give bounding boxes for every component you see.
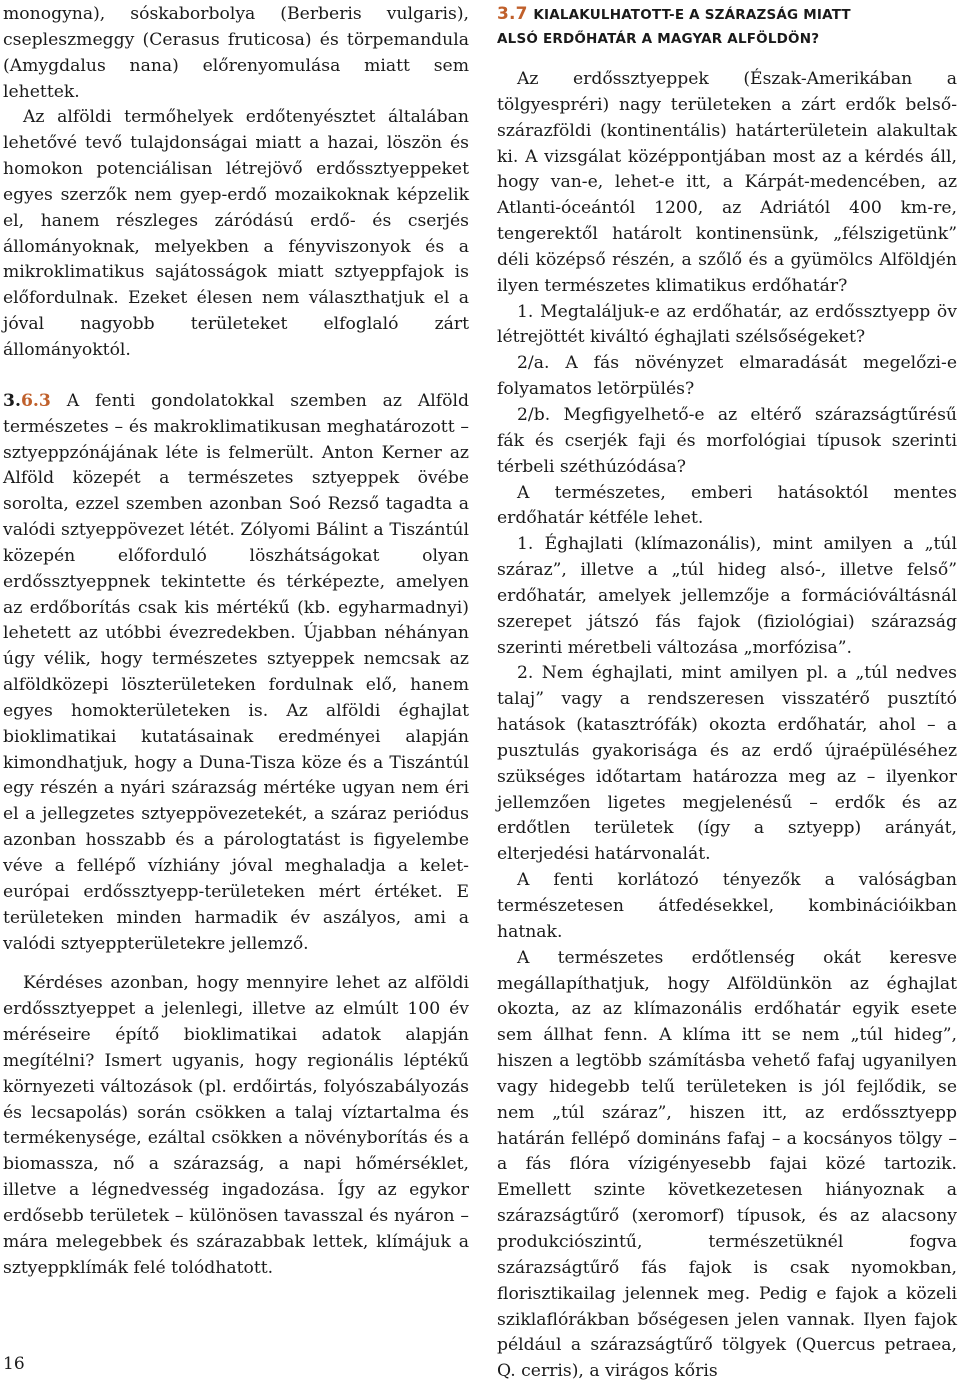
heading-line-1-text: KIALAKULHATOTT-E A SZÁRAZSÁG MIATT: [533, 7, 851, 23]
left-column: [3, 2, 469, 1282]
right-paragraph-ketfele: A természetes, emberi hatásoktól mentes erdőhatár kétféle lehet.: [497, 482, 957, 529]
left-paragraph-continuation: monogyna), sóskaborbolya (Berberis vulgaris), csepleszmeggy (Cerasus fruticosa) és törpemandula (Amygdalus nana) előrenyomulása miatt sem lehettek.: [3, 4, 469, 102]
right-paragraph-erdossztyeppek: Az erdőssztyeppek (Észak-Amerikában a tölgyespréri) nagy területeken a zárt erdők belső-szárazföldi (kontinentális) határterületein alakultak ki. A vizsgálat középpontjában most az a kérdés áll, hogy van-e, lehet-e itt, a Kárpát-medencében, az Atlanti-óceántól 1200, az Adriától 400 km-re, tengerektől határolt kontinensünk, „félszigetünk” déli középső részén, a szőlő és a gyümölcs Alföldjén ilyen természetes klimatikus erdőhatár?: [497, 69, 957, 296]
right-column: [497, 2, 957, 1385]
right-question-2b: 2/b. Megfigyelhető-e az eltérő szárazságtűrésű fák és cserjék faji és morfológiai típusok szerinti térbeli széthúzódása?: [497, 404, 957, 477]
section-3-6-3-text: A fenti gondolatokkal szemben az Alföld természetes – és makroklimatikusan meghatározott – sztyeppzónájának léte is felmerült. Anton Kerner az Alföld közepét a természetes sztyeppek övébe sorolta, ezzel szemben azonban Soó Rezső tagadta a valódi sztyeppövezet létét. Zólyomi Bálint a Tiszántúl közepén előforduló löszhátságokat olyan erdőssztyeppnek tekintette és térképezte, amelyen az erdőborítás csak kis mértékű (kb. egyharmadnyi) lehetett az utóbbi évezredekben. Újabban néhányan úgy vélik, hogy természetes sztyeppek nemcsak az alföldközepi löszterületeken fordulnak elő, hanem egyes homokterületeken is. Az alföldi éghajlat bioklimatikai kutatásainak eredményei alapján kimondhatjuk, hogy a Duna-Tisza köze és a Tiszántúl egy részén a nyári szárazság mértéke ugyan nem éri el a jellegzetes sztyeppövezetekét, a száraz periódus azonban hosszabb és a párologtatást is figyelembe véve a fellépő vízhiány jóval meghaladja a kelet-európai erdőssztyepp-területeken mért értéket. E területeken minden harmadik év aszályos, ami a valódi sztyeppterületekre jellemző.: [3, 390, 469, 954]
section-heading-3-7: [497, 2, 957, 51]
right-question-2a: 2/a. A fás növényzet elmaradását megelőzi-e folyamatos letörpülés?: [497, 353, 957, 400]
left-paragraph-kerdeses: Kérdéses azonban, hogy mennyire lehet az alföldi erdőssztyeppet a jelenlegi, illetve az elmúlt 100 év méréseire építő bioklimatikai adatok alapján megítélni? Ismert ugyanis, hogy regionális léptékű környezeti változások (pl. erdőirtás, folyószabályozás és lecsapolás) során csökken a talaj víztartalma és termékenysége, ezáltal csökken a növényborítás és a biomassza, nő a szárazság, a napi hőmérséklet, illetve a légnedvesség ingadozása. Így az egykor erdősebb területek – különösen tavasszal és nyáron – mára melegebbek és szárazabbak lettek, klímájuk a sztyeppklímák felé tolódhatott.: [3, 973, 469, 1278]
left-paragraph-erdotenyesztes: Az alföldi termőhelyek erdőtenyésztet általában lehetővé tevő tulajdonságai miatt a hazai, löszön és homokon potenciálisan létrejövő erdőssztyeppeket egyes szerzők nem gyep-erdő mozaikoknak képzelik el, hanem részleges záródású erdő- és cserjés állományoknak, melyekben a fényviszonyok és a mikroklimatikus sajátosságok miatt sztyeppfajok is előfordulnak. Ezeket élesen nem választhatjuk el a jóval nagyobb területeket elfoglaló zárt állományoktól.: [3, 107, 469, 360]
right-item-2-nem-eghajlati: 2. Nem éghajlati, mint amilyen pl. a „túl nedves talaj” vagy a rendszeresen visszatérő pusztító hatások (katasztrófák) okozta erdőhatár, ahol – a pusztulás gyakorisága és az erdő újraépüléséhez szükséges időtartam határozza meg az – ilyenkor jellemzően ligetes megjelenésű – erdők és az erdőtlen területek (így a sztyepp) arányát, elterjedési határvonalát.: [497, 663, 957, 865]
right-paragraph-termeszetes-erdotlenseg: A természetes erdőtlenség okát keresve megállapíthatjuk, hogy Alföldünkön az éghajlat okozta, az az klímazonális erdőhatár egyik esete sem állhat fenn. A klíma itt se nem „túl hideg”, hiszen a legtöbb számításba vehető fafaj ugyanilyen vagy hidegebb telű területeken is jól fejlődik, se nem „túl száraz”, hiszen itt, az erdőssztyepp határán fellépő domináns fafaj – a kocsányos tölgy – a fás flóra vízigényesebb fajai közé tartozik. Emellett szinte következetesen hiányoznak a szárazságtűrő (xeromorf) típusok, és az alacsony produkciószintű, természetüknél fogva szárazságtűrő fás fajok is csak nyomokban, florisztikailag jelennek meg. Pedig e fajok a közeli sziklaflórákban bőségesen jelen vannak. Ilyen fajok például a szárazságtűrő tölgyek (Quercus petraea, Q. cerris), a virágos kőris: [497, 947, 957, 1382]
right-paragraph-korlatozo: A fenti korlátozó tényezők a valóságban természetesen átfedésekkel, kombinációikban hatnak.: [497, 870, 957, 942]
right-item-1-eghajlati: 1. Éghajlati (klímazonális), mint amilyen a „túl száraz”, illetve a „túl hideg alsó-, illetve felső” erdőhatár, amelyek jellemzője a formációváltásnál szerepet játszó fás fajok (fiziológiai) szárazság szerinti méretbeli változása „morfózisa”.: [497, 534, 957, 658]
page-number: 16: [3, 1354, 25, 1374]
heading-line-2: ALSÓ ERDŐHATÁR A MAGYAR ALFÖLDÖN?: [497, 31, 820, 47]
right-question-1: 1. Megtaláljuk-e az erdőhatár, az erdőssztyepp öv létrejöttét kiváltó éghajlati szélsőségeket?: [497, 301, 957, 348]
left-paragraph-section-3-6-3: [3, 389, 469, 958]
heading-number: 3.7: [497, 4, 528, 24]
heading-line-1: [497, 2, 957, 27]
section-number-3-6-3: 3.6.3: [3, 390, 51, 411]
